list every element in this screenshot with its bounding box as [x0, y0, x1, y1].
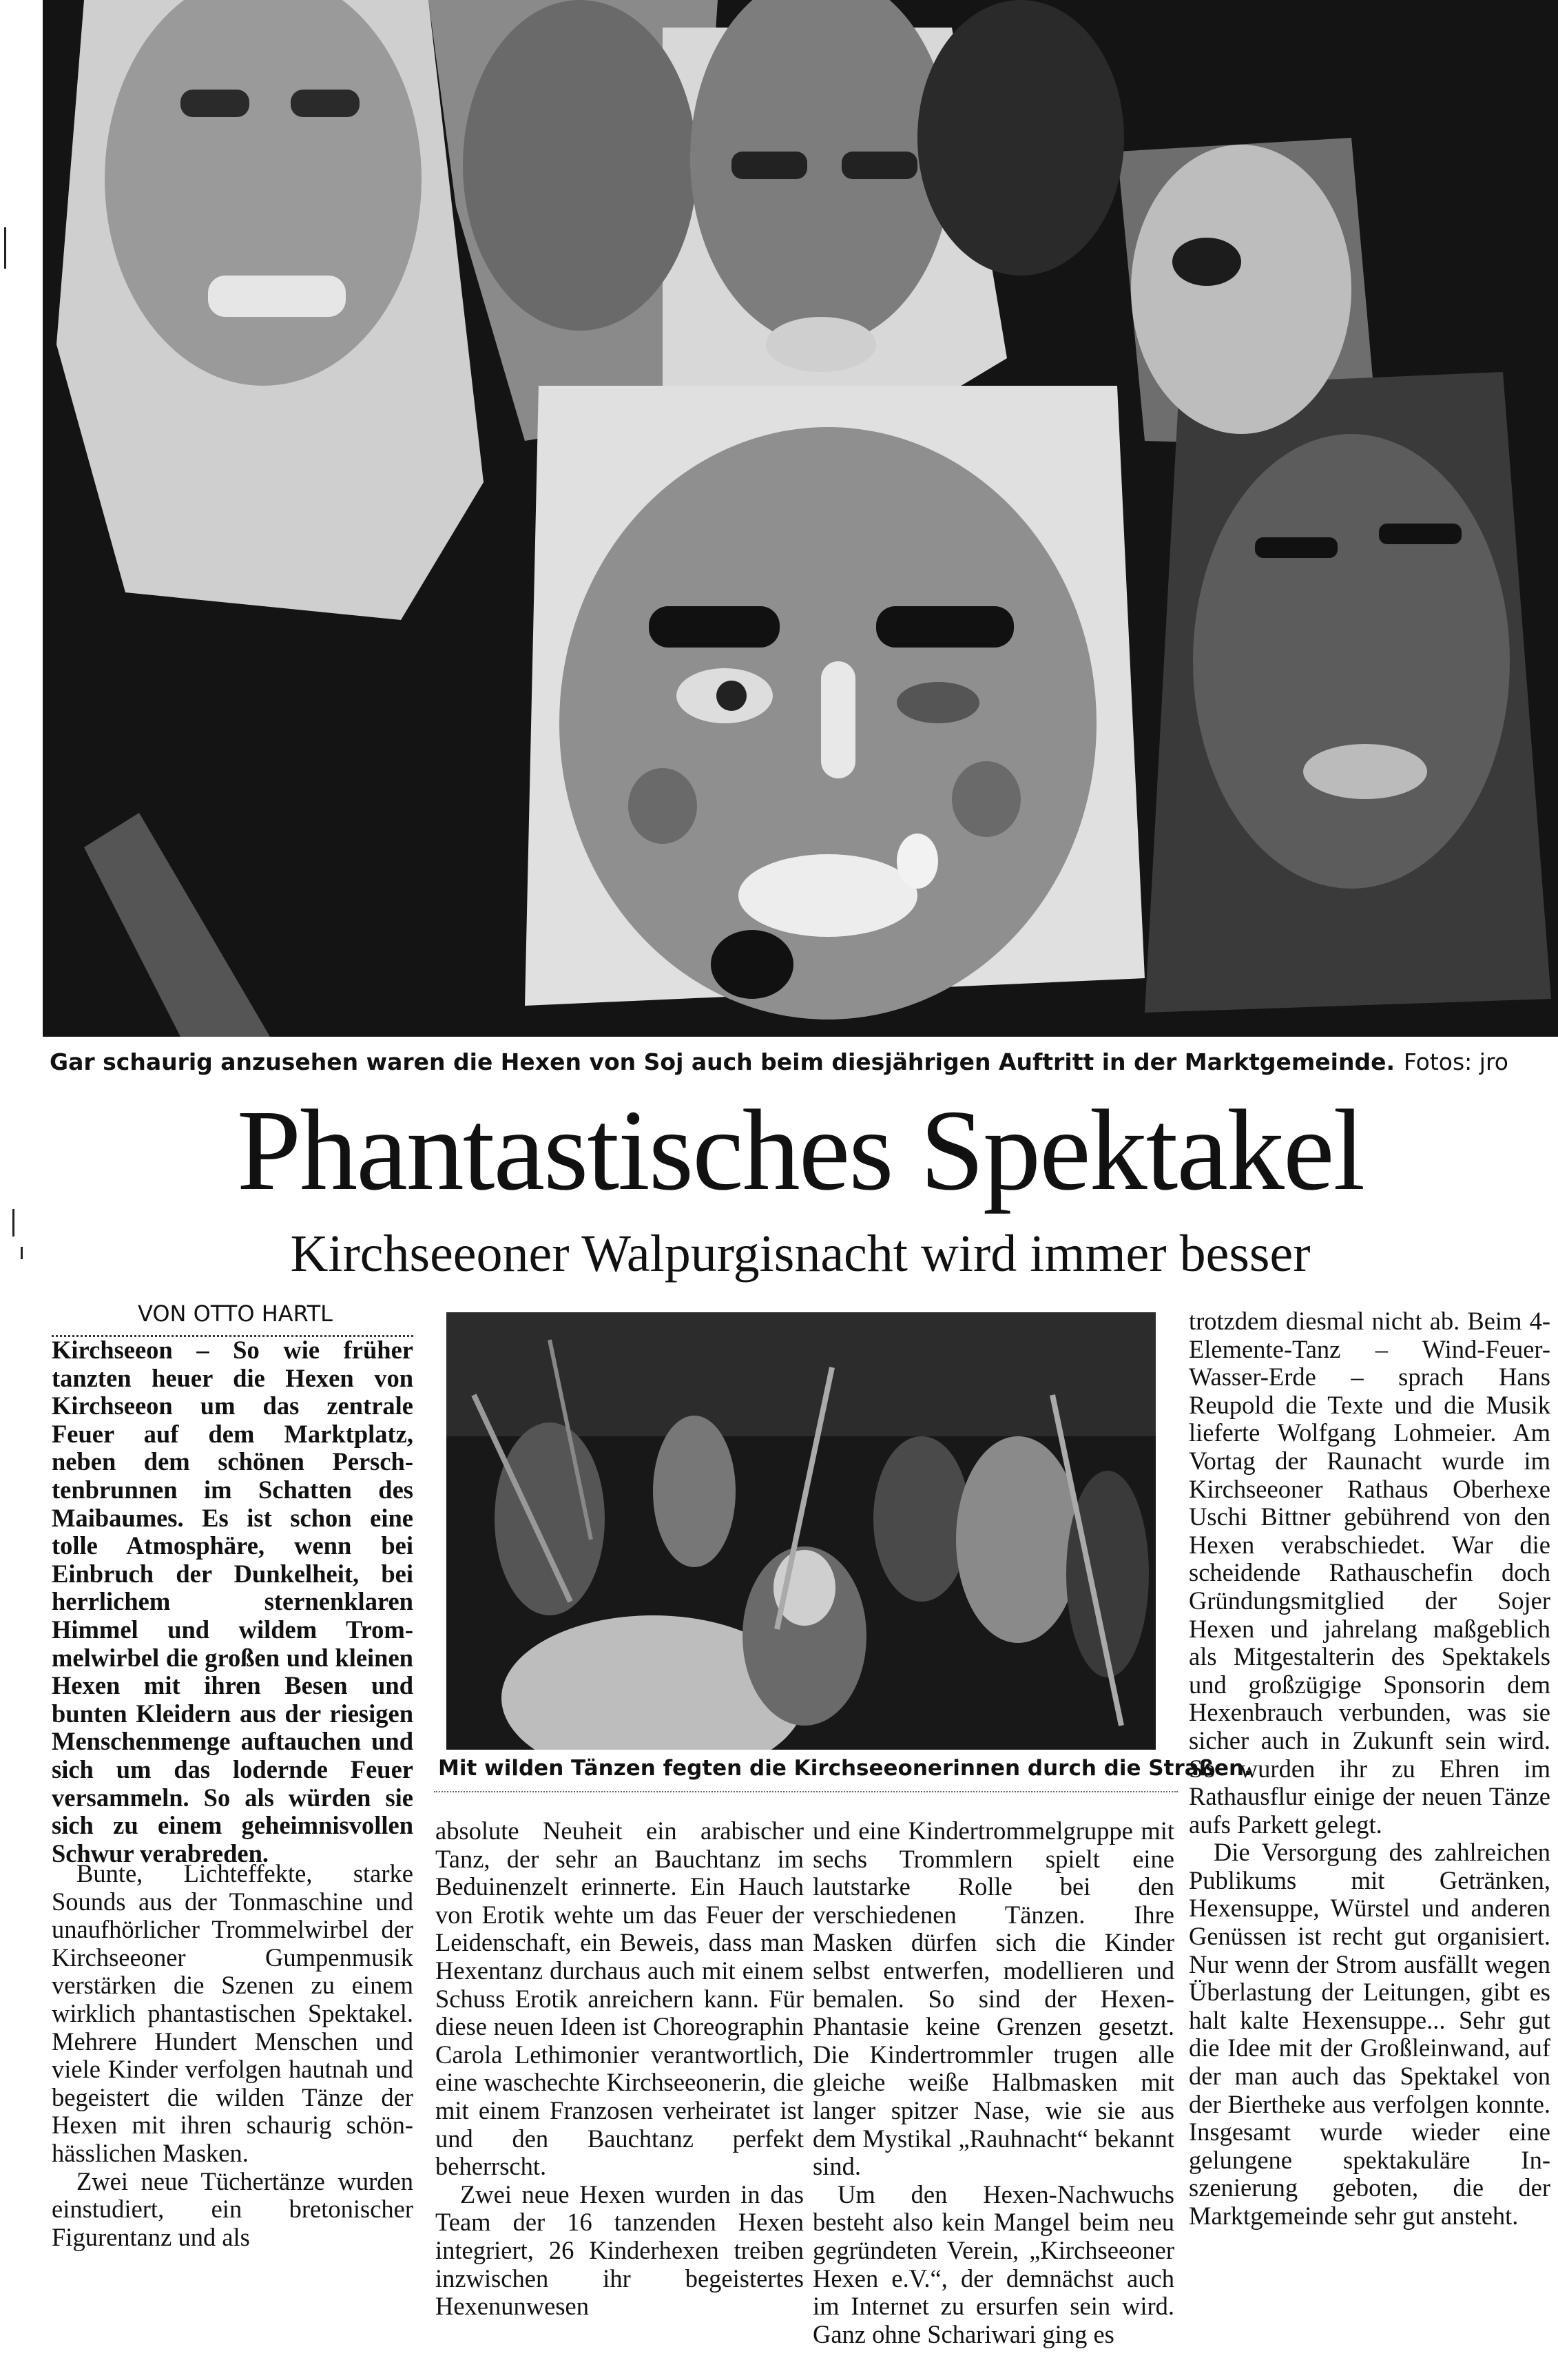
witch-masks-illustration	[43, 0, 1558, 1037]
paragraph: und eine Kindertrommelgruppe mit sechs Trommlern spielt eine lautstarke Rolle bei den verschiedenen Tänzen. Ihre Masken dürfen sich die Kinder selbst entwerfen, modellieren und bemalen. So sind der Hexen-Phantasie keine Grenzen gesetzt. Die Kindertrommler trugen alle gleiche weiße Halbmasken mit langer spitzer Nase, wie sie aus dem Mystikal „Rauhnacht“ bekannt sind.	[813, 1817, 1174, 2181]
dancing-witches-photo	[446, 1312, 1156, 1750]
photo-caption-dance: Mit wilden Tänzen fegten die Kirchseeonerinnen durch die Straßen.	[438, 1756, 1252, 1781]
paragraph: Die Versorgung des zahlreichen Publikums mit Getränken, Hexensuppe, Würstel und anderen Genüssen ist recht gut organisiert. Nur wenn der Strom ausfällt wegen Überlastung der Leitungen, gibt es halt kalte Hexensuppe... Sehr gut die Idee mit der Großleinwand, auf der man auch das Spektakel von der Biertheke aus verfolgen konnte. Insgesamt wurde wieder eine gelungene spektakuläre Inszenierung geboten, die der Marktgemeinde sehr gut ansteht.	[1189, 1838, 1550, 2230]
article-column-3	[813, 1817, 1174, 2348]
scan-mark	[21, 1247, 23, 1259]
lead-paragraph	[52, 1336, 413, 1867]
paragraph: Um den Hexen-Nachwuchs besteht also kein Mangel beim neu gegründeten Verein, „Kirchseeoner Hexen e.V.“, der demnächst auch im Internet zu ersurfen sein wird. Ganz ohne Schariwari ging es	[813, 2180, 1174, 2348]
paragraph: Zwei neue Hexen wurden in das Team der 16 tanzenden Hexen integriert, 26 Kinderhexen treiben inzwischen ihr begeistertes Hexenunwesen	[435, 2180, 804, 2321]
photo-caption: Gar schaurig anzusehen waren die Hexen von Soj auch beim diesjährigen Auftritt in der Marktgemeinde.	[50, 1048, 1395, 1075]
dancing-witches-illustration	[446, 1312, 1156, 1750]
caption-rule	[434, 1791, 1178, 1792]
photo-credit: Fotos: jro	[1403, 1048, 1508, 1075]
witch-masks-photo	[43, 0, 1558, 1037]
paragraph: absolute Neuheit ein arabischer Tanz, der sehr an Bauchtanz im Beduinenzelt erinnerte. Ein Hauch von Erotik wehte um das Feuer der Leidenschaft, ein Beweis, dass man Hexentanz durchaus auch mit einem Schuss Erotik anreichern kann. Für diese neuen Ideen ist Choreographin Carola Lethimonier verantwortlich, eine waschechte Kirchseeonerin, die mit einem Franzosen verheiratet ist und den Bauchtanz perfekt beherrscht.	[435, 1817, 804, 2181]
byline: VON OTTO HARTL	[138, 1301, 333, 1327]
paragraph: trotzdem diesmal nicht ab. Beim 4-Elemente-Tanz – Wind-Feuer-Wasser-Erde – sprach Hans Reupold die Texte und die Musik lieferte Wolfgang Lohmeier. Am Vortag der Raunacht wurde im Kirchseeoner Rathaus Oberhexe Uschi Bittner gebührend von den Hexen verabschiedet. War die scheidende Rathauschefin doch Gründungsmitglied der Sojer Hexen und jahrelang maßgeblich als Mitgestalterin des Spektakels und großzügige Sponsorin dem Hexenbrauch verbunden, was sie sicher auch in Zukunft sein wird. So wurden ihr zu Ehren im Rathausflur einige der neuen Tänze aufs Parkett gelegt.	[1189, 1307, 1550, 1839]
paragraph: Zwei neue Tüchertänze wurden einstudiert, ein bretonischer Figurentanz und als	[52, 2166, 413, 2251]
subheadline: Kirchseeoner Walpurgisnacht wird immer besser	[290, 1225, 1311, 1283]
scan-mark	[4, 227, 6, 269]
scan-mark	[12, 1209, 14, 1236]
article-column-1	[52, 1860, 413, 2251]
article-column-4	[1189, 1307, 1550, 2231]
paragraph: Bunte, Lichteffekte, starke Sounds aus der Tonmaschine und unaufhörlicher Trommelwirbel der Kirchseeoner Gumpenmusik verstärken die Szenen zu einem wirklich phantastischen Spektakel. Mehrere Hundert Menschen und viele Kinder verfolgen hautnah und begeistert die wilden Tänze der Hexen mit ihren schaurig schön-hässlichen Masken.	[52, 1859, 413, 2167]
headline: Phantastisches Spektakel	[236, 1086, 1364, 1214]
article-column-2	[435, 1817, 804, 2321]
lead-text: Kirchseeon – So wie früher tanzten heuer die Hexen von Kirchseeon um das zentrale Feuer auf dem Marktplatz, neben dem schönen Perschtenbrunnen im Schatten des Maibaumes. Es ist schon eine tolle Atmosphäre, wenn bei Einbruch der Dunkelheit, bei herrlichem sternenklaren Himmel und wildem Trommelwirbel die großen und kleinen Hexen mit ihren Besen und bunten Kleidern aus der riesigen Menschenmenge auftauchen und sich um das lodernde Feuer versammeln. So als würden sie sich zu einem geheimnisvollen Schwur verabreden.	[52, 1336, 413, 1867]
